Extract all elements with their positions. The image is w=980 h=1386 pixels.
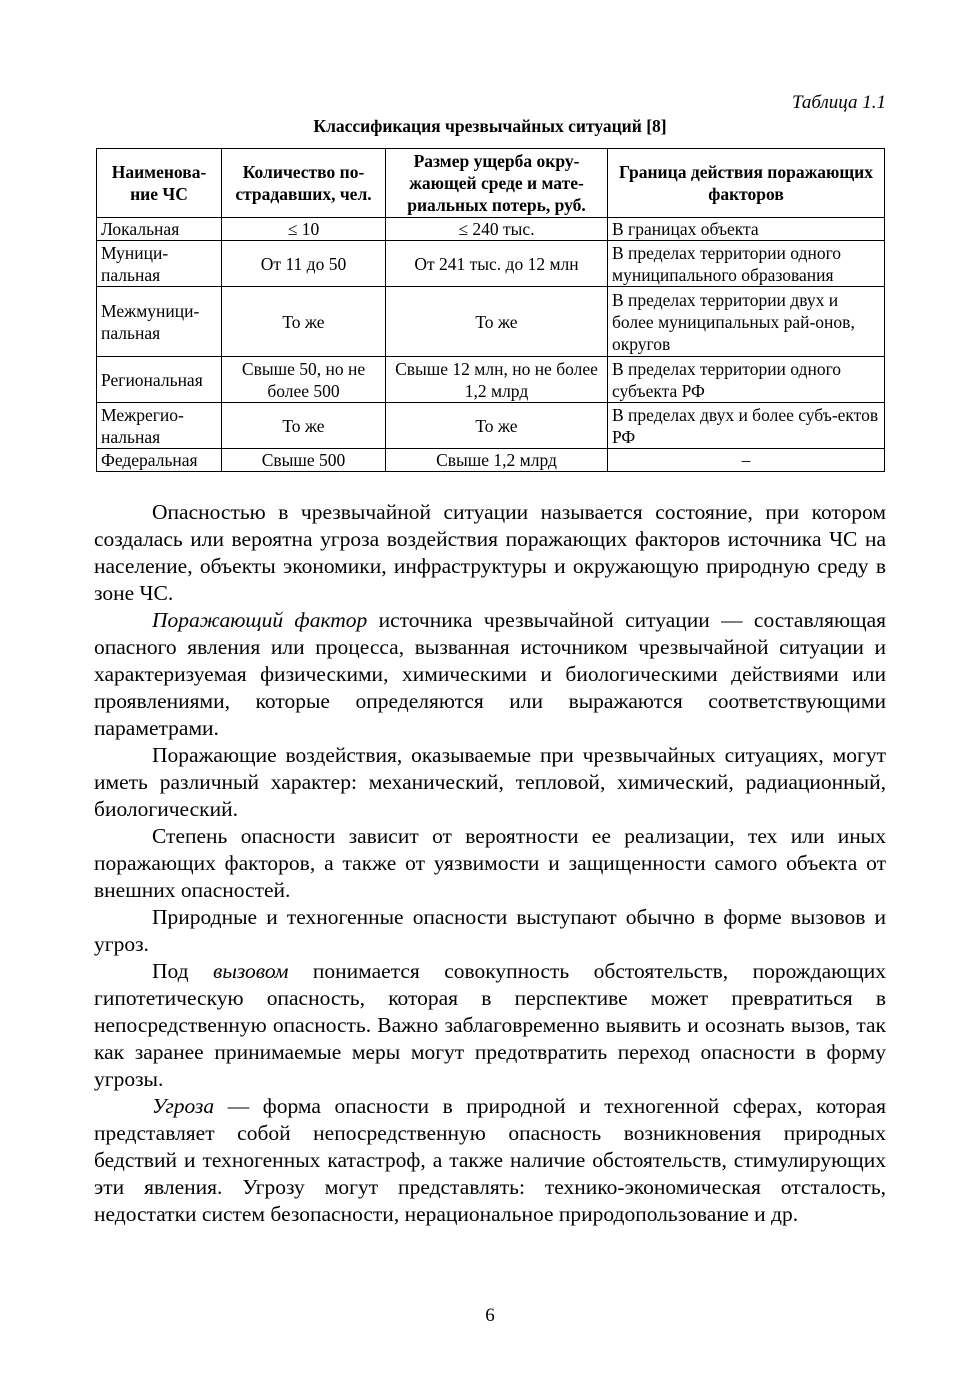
table-row — [97, 218, 885, 241]
table-label: Таблица 1.1 — [792, 92, 886, 113]
paragraph-text: источника чрезвычайной ситуации — составляющая опасного явления или процесса, вызванная источником чрезвычайной ситуации и характеризуемая физическими, химическими и биологическими действиями или проявлениями, которые определяются или выражаются соответствующими параметрами. — [94, 608, 887, 740]
cell-victims: То же — [222, 403, 386, 449]
header-boundary: Граница действия поражающих факторов — [608, 149, 885, 218]
cell-damage: ≤ 240 тыс. — [386, 218, 608, 241]
paragraph — [94, 1093, 886, 1228]
cell-name: Региональная — [97, 357, 222, 403]
term-italic: вызовом — [213, 959, 289, 983]
table-row — [97, 357, 885, 403]
cell-boundary: В границах объекта — [608, 218, 885, 241]
paragraph-text: — форма опасности в природной и техногенной сферах, которая представляет собой непосредственную опасность возникновения природных бедствий и техногенных катастроф, а также наличие обстоятельств, стимулирующих эти явления. Угрозу могут представлять: технико-экономическая отсталость, недостатки систем безопасности, нерациональное природопользование и др. — [94, 1094, 886, 1226]
paragraph — [94, 958, 886, 1093]
cell-name: Федеральная — [97, 449, 222, 472]
cell-damage: То же — [386, 287, 608, 357]
table-row — [97, 403, 885, 449]
cell-boundary: В пределах территории одного муниципального образования — [608, 241, 885, 287]
paragraph: Природные и техногенные опасности выступают обычно в форме вызовов и угроз. — [94, 905, 886, 956]
body-text — [94, 499, 886, 1228]
paragraph-text: Под — [152, 959, 214, 983]
classification-table — [96, 148, 885, 472]
cell-damage: Свыше 1,2 млрд — [386, 449, 608, 472]
cell-victims: То же — [222, 287, 386, 357]
header-damage: Размер ущерба окру-жающей среде и мате-риальных потерь, руб. — [386, 149, 608, 218]
cell-damage: Свыше 12 млн, но не более 1,2 млрд — [386, 357, 608, 403]
cell-damage: От 241 тыс. до 12 млн — [386, 241, 608, 287]
cell-name: Локальная — [97, 218, 222, 241]
term-italic: Угроза — [152, 1094, 215, 1118]
cell-boundary: – — [608, 449, 885, 472]
paragraph — [94, 607, 886, 742]
paragraph-text: понимается совокупность обстоятельств, порождающих гипотетическую опасность, которая в перспективе может превратиться в непосредственную опасность. Важно заблаговременно выявить и осознать вызов, так как заранее принимаемые меры могут предотвратить переход опасности в форму угрозы. — [94, 959, 886, 1091]
term-italic: Поражающий фактор — [152, 608, 368, 632]
cell-damage: То же — [386, 403, 608, 449]
cell-boundary: В пределах территории одного субъекта РФ — [608, 357, 885, 403]
cell-name: Муници-пальная — [97, 241, 222, 287]
paragraph: Опасностью в чрезвычайной ситуации называется состояние, при котором создалась или вероятна угроза воздействия поражающих факторов источника ЧС на население, объекты экономики, инфраструктуры и окружающую природную среду в зоне ЧС. — [94, 500, 886, 605]
table-row — [97, 287, 885, 357]
table-row — [97, 449, 885, 472]
cell-victims: От 11 до 50 — [222, 241, 386, 287]
cell-victims: Свыше 50, но не более 500 — [222, 357, 386, 403]
cell-boundary: В пределах двух и более субъ-ектов РФ — [608, 403, 885, 449]
paragraph: Степень опасности зависит от вероятности ее реализации, тех или иных поражающих факторов, а также от уязвимости и защищенности самого объекта от внешних опасностей. — [94, 824, 886, 902]
cell-victims: ≤ 10 — [222, 218, 386, 241]
table-header-row — [97, 149, 885, 218]
table-row — [97, 241, 885, 287]
page-number: 6 — [485, 1305, 495, 1326]
cell-name: Межмуници-пальная — [97, 287, 222, 357]
table-caption: Классификация чрезвычайных ситуаций [8] — [313, 116, 667, 136]
cell-name: Межрегио-нальная — [97, 403, 222, 449]
header-name: Наименова-ние ЧС — [97, 149, 222, 218]
header-victims: Количество по-страдавших, чел. — [222, 149, 386, 218]
cell-boundary: В пределах территории двух и более муниципальных рай-онов, округов — [608, 287, 885, 357]
cell-victims: Свыше 500 — [222, 449, 386, 472]
paragraph: Поражающие воздействия, оказываемые при чрезвычайных ситуациях, могут иметь различный характер: механический, тепловой, химический, радиационный, биологический. — [94, 743, 886, 821]
